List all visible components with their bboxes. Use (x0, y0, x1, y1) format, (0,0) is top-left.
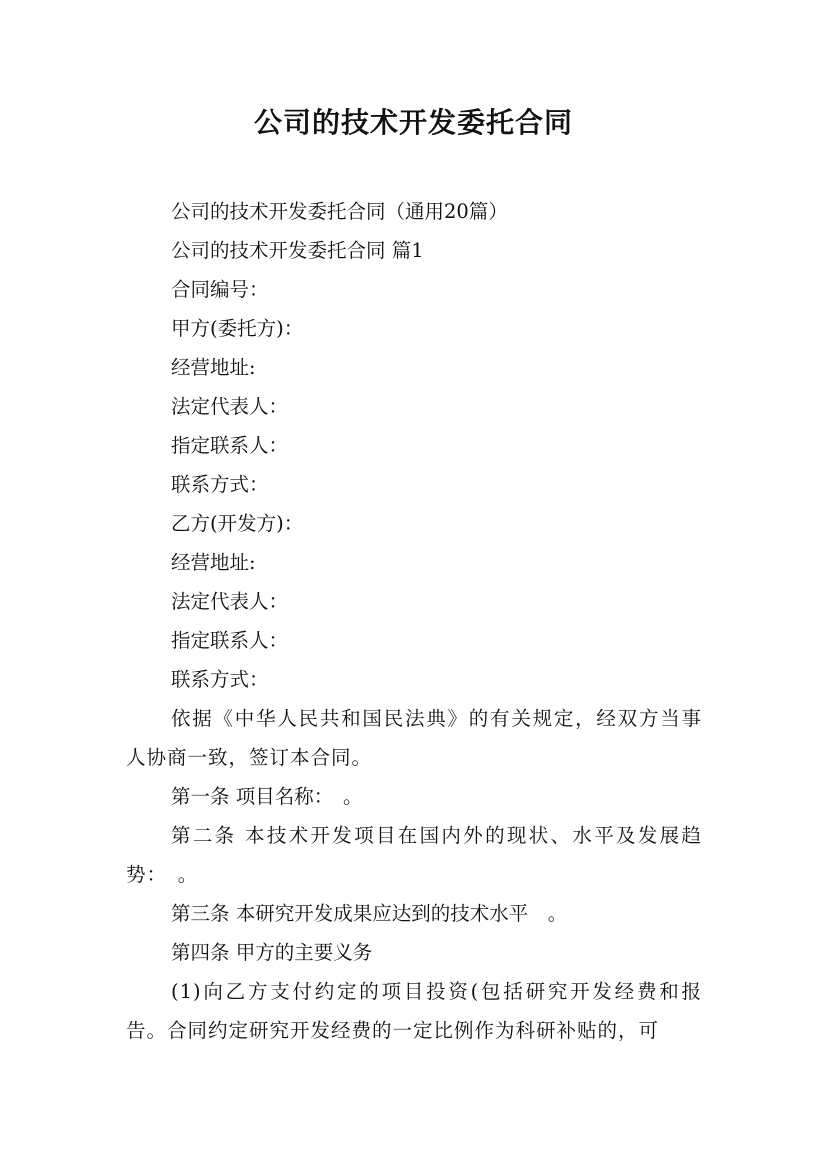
paragraph-party-a-contact-person: 指定联系人： (171, 434, 289, 457)
document-body (126, 192, 702, 1050)
paragraph-article-1: 第一条 项目名称： 。 (171, 785, 363, 808)
paragraph-party-b-address: 经营地址: (171, 551, 256, 574)
paragraph-party-b-contact-method: 联系方式： (171, 668, 269, 691)
paragraph-article-3: 第三条 本研究开发成果应达到的技术水平 。 (171, 902, 568, 925)
paragraph-article-4-item-1: (1)向乙方支付约定的项目投资(包括研究开发经费和报告。合同约定研究开发经费的一定比例作为科研补贴的，可 (126, 980, 702, 1042)
document-title: 公司的技术开发委托合同 (253, 106, 573, 139)
paragraph-legal-basis: 依据《中华人民共和国民法典》的有关规定，经双方当事人协商一致，签订本合同。 (126, 707, 702, 769)
paragraph-party-b: 乙方(开发方)： (171, 512, 304, 535)
paragraph-doc-subtitle: 公司的技术开发委托合同（通用20篇） (171, 200, 508, 223)
paragraph-section-heading: 公司的技术开发委托合同 篇1 (171, 239, 424, 262)
paragraph-party-b-contact-person: 指定联系人： (171, 629, 289, 652)
paragraph-contract-number: 合同编号： (171, 278, 269, 301)
paragraph-article-2: 第二条 本技术开发项目在国内外的现状、水平及发展趋势： 。 (126, 824, 702, 886)
paragraph-party-a: 甲方(委托方)： (171, 317, 304, 340)
paragraph-party-a-contact-method: 联系方式： (171, 473, 269, 496)
paragraph-article-4: 第四条 甲方的主要义务 (171, 941, 373, 964)
paragraph-party-a-address: 经营地址: (171, 356, 256, 379)
paragraph-party-a-legal-rep: 法定代表人： (171, 395, 289, 418)
paragraph-party-b-legal-rep: 法定代表人： (171, 590, 289, 613)
